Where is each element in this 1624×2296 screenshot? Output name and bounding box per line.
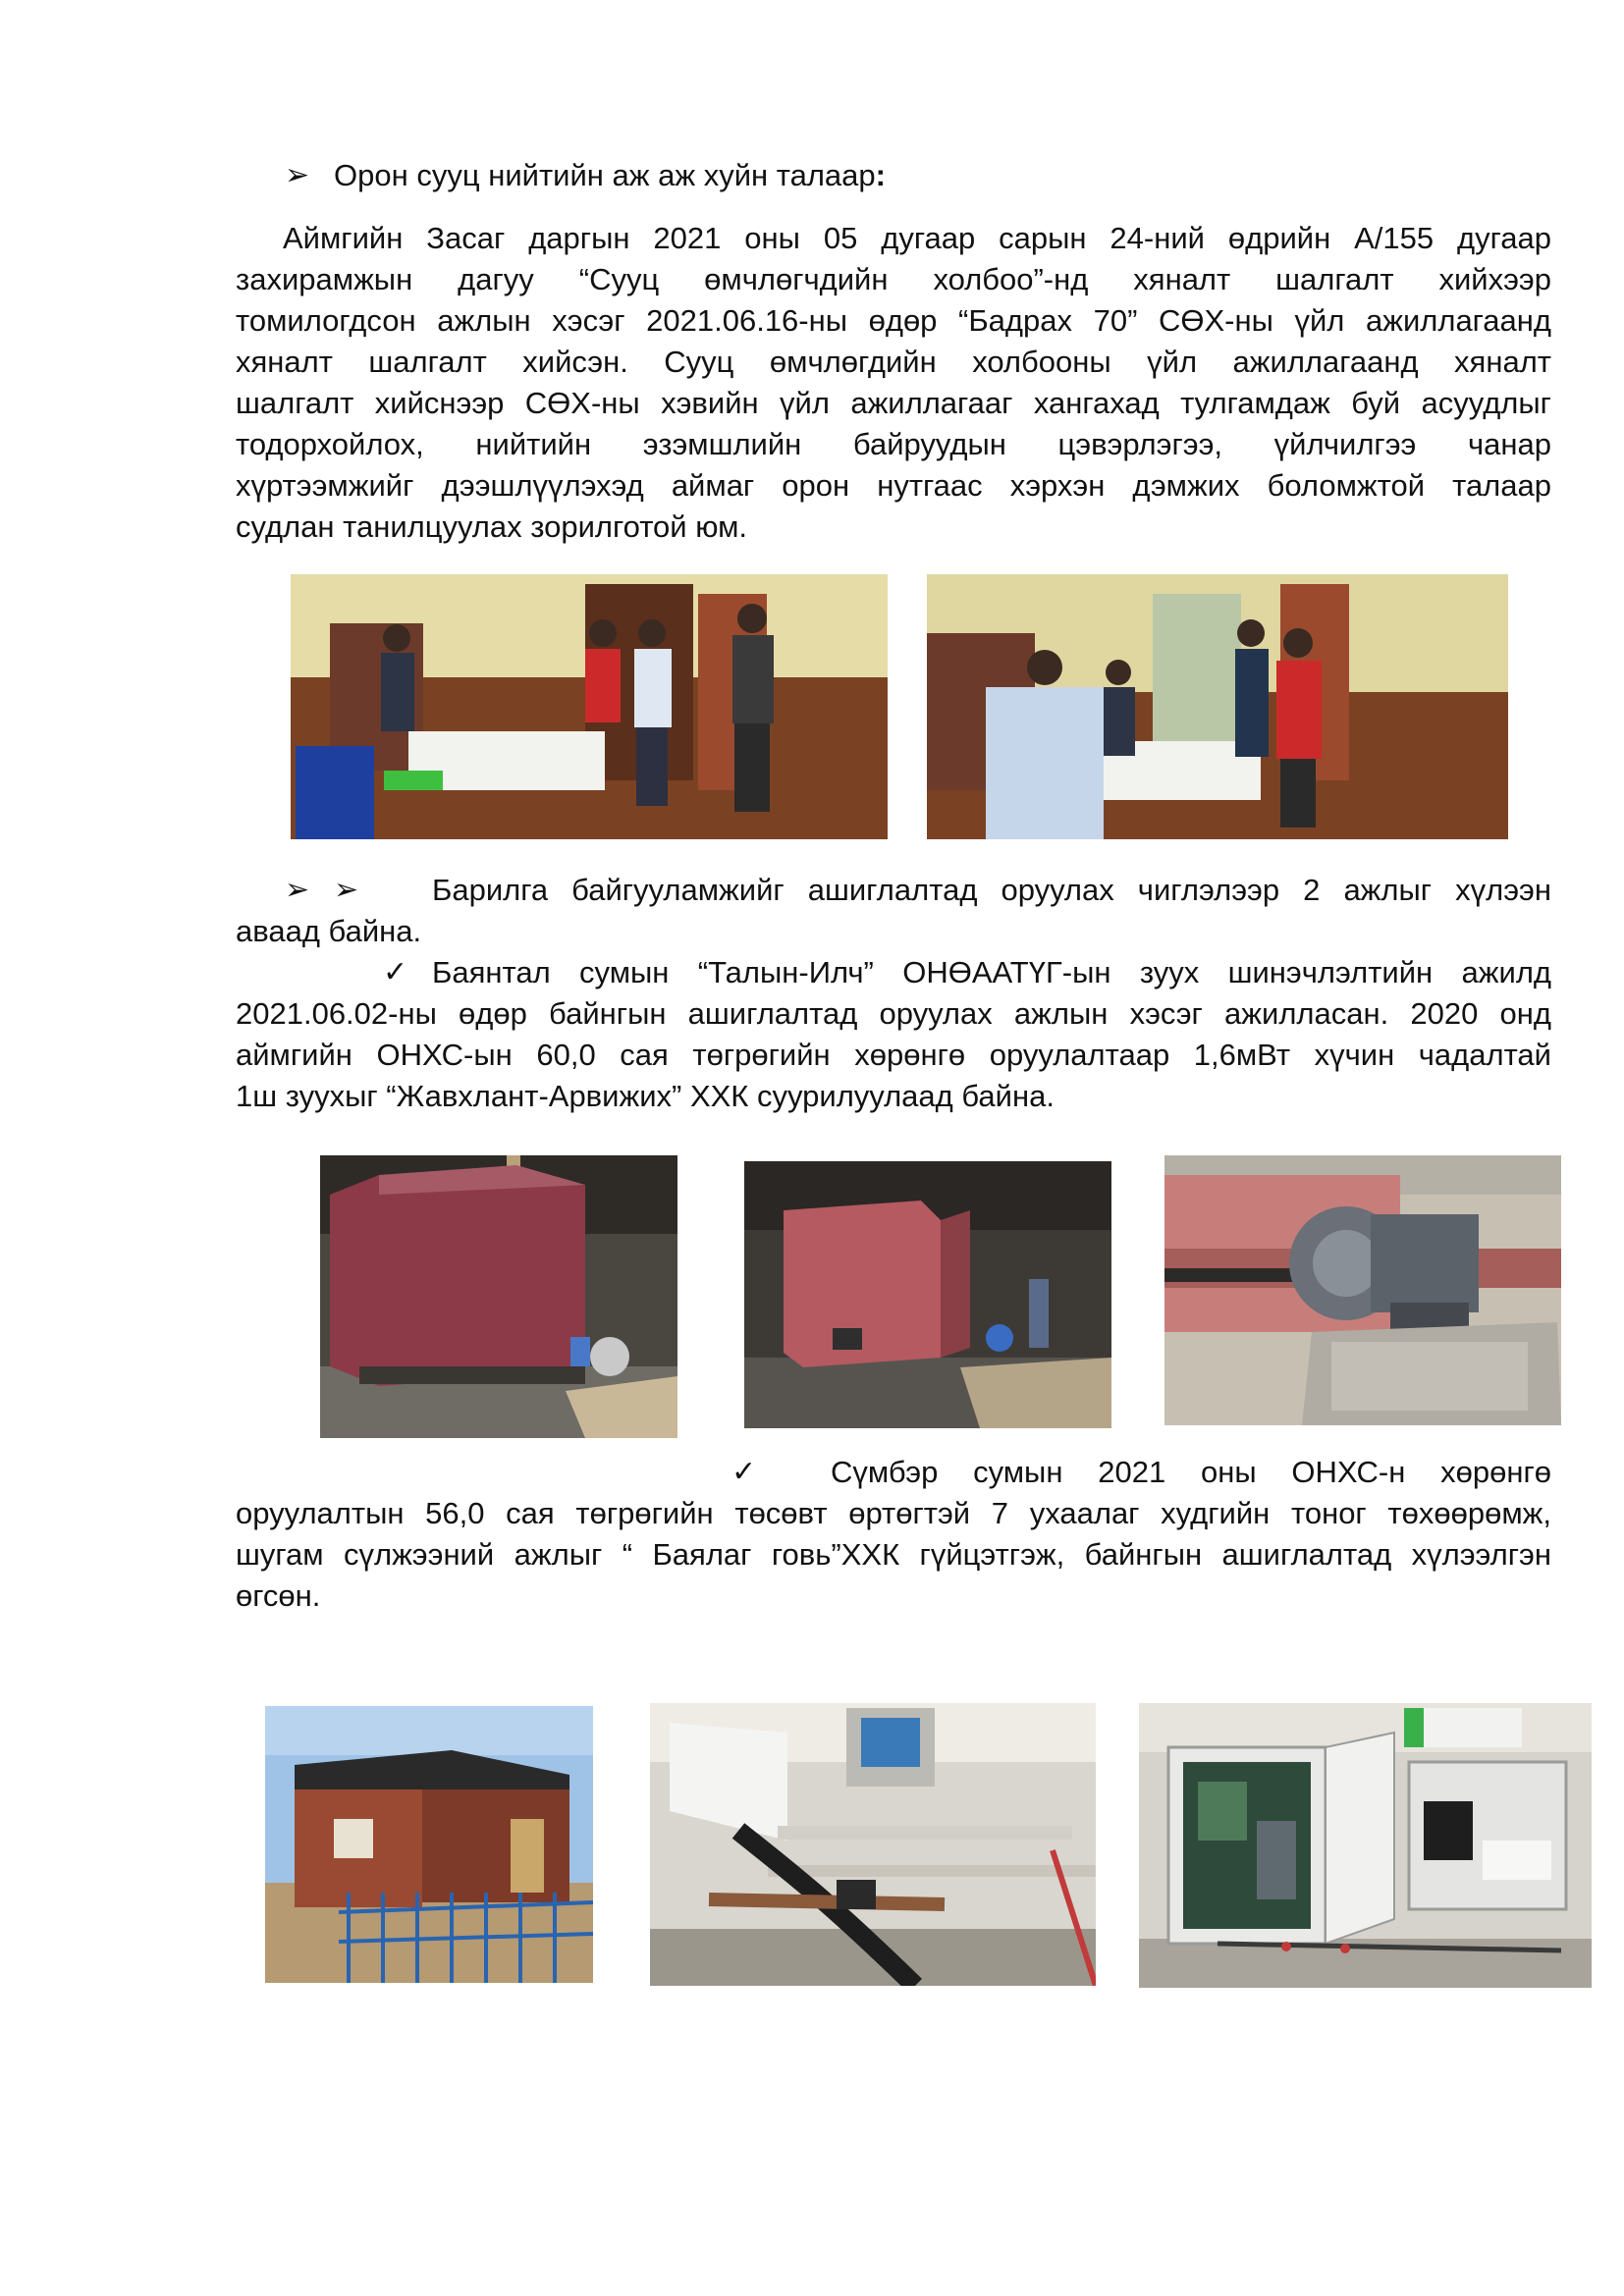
boiler-side-photo [744,1161,1111,1428]
paragraph-line: тодорхойлох, нийтийн эзэмшлийн байруудын цэвэрлэгээ, үйлчилгээ чанар [236,427,1551,461]
paragraph-line: Баянтал сумын “Талын-Илч” ОНӨААТҮГ-ын зуух шинэчлэлтийн ажилд [432,955,1551,989]
paragraph-line: өгсөн. [236,1578,321,1613]
well-pipes-photo [650,1703,1096,1986]
arrow-bullet-icon: ➢ [285,159,310,191]
paragraph-line: судлан танилцуулах зорилготой юм. [236,509,748,544]
document-review-photo [927,574,1508,839]
paragraph-line: томилогдсон ажлын хэсэг 2021.06.16-ны өдөр “Бадрах 70” СӨХ-ны үйл ажиллагаанд [236,303,1551,338]
arrow-bullet-icon: ➢ [285,874,310,906]
control-panel-photo [1139,1703,1592,1988]
checkmark-icon: ✓ [383,956,408,988]
paragraph-line: Сүмбэр сумын 2021 оны ОНХС-н хөрөнгө [831,1455,1551,1489]
paragraph-line: 1ш зуухыг “Жавхлант-Арвижих” ХХК суурилуулаад байна. [236,1079,1055,1113]
well-house-photo [265,1706,593,1983]
section-heading: Орон сууц нийтийн аж аж хуйн талаар: [334,158,886,192]
checkmark-icon: ✓ [731,1456,757,1488]
blower-fan-photo [1164,1155,1561,1425]
paragraph-line: 2021.06.02-ны өдөр байнгын ашиглалтад оруулах ажлын хэсэг ажилласан. 2020 онд [236,996,1551,1031]
paragraph-line: оруулалтын 56,0 сая төгрөгийн төсөвт өртөгтэй 7 ухаалаг худгийн тоног төхөөрөмж, [236,1496,1551,1530]
paragraph-line: Аймгийн Засаг даргын 2021 оны 05 дугаар сарын 24-ний өдрийн А/155 дугаар [283,221,1551,255]
paragraph-line: Барилга байгууламжийг ашиглалтад оруулах чиглэлээр 2 ажлыг хүлээн [432,873,1551,907]
arrow-bullet-icon: ➢ [334,874,359,906]
boiler-front-photo [320,1155,677,1438]
paragraph-line: шугам сүлжээний ажлыг “ Баялаг говь”ХХК гүйцэтгэж, байнгын ашиглалтад хүлээлгэн [236,1537,1551,1572]
paragraph-line: шалгалт хийснээр СӨХ-ны хэвийн үйл ажиллагааг хангахад тулгамдаж буй асуудлыг [236,386,1551,420]
paragraph-line: захирамжын дагуу “Сууц өмчлөгчдийн холбоо”-нд хяналт шалгалт хийхээр [236,262,1551,296]
inspection-meeting-photo [291,574,888,839]
paragraph-line: аймгийн ОНХС-ын 60,0 сая төгрөгийн хөрөнгө оруулалтаар 1,6мВт хүчин чадалтай [236,1038,1551,1072]
paragraph-line: хүртээмжийг дээшлүүлэхэд аймаг орон нутгаас хэрхэн дэмжих боломжтой талаар [236,468,1551,503]
paragraph-line: хяналт шалгалт хийсэн. Сууц өмчлөгдийн холбооны үйл ажиллагаанд хяналт [236,345,1551,379]
paragraph-line: аваад байна. [236,914,422,948]
